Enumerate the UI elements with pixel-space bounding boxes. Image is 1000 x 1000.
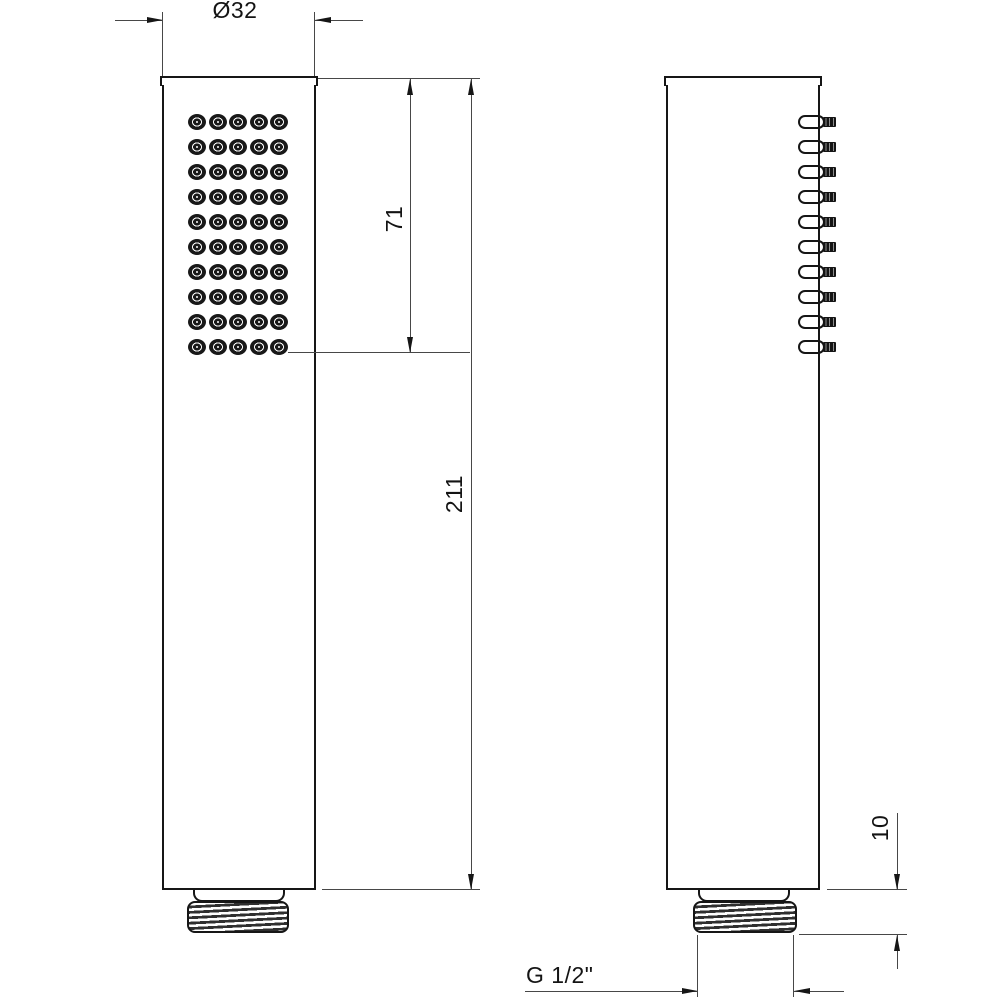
spray-nozzle-icon (229, 189, 247, 205)
spray-nozzle-icon (209, 339, 227, 355)
spray-nozzle-icon (270, 139, 288, 155)
nozzle-capsule (798, 215, 825, 229)
nozzle-capsule (798, 290, 825, 304)
side-nozzle (798, 215, 836, 229)
side-nozzle (798, 315, 836, 329)
spray-nozzle-icon (250, 289, 268, 305)
nozzle-capsule (798, 140, 825, 154)
arrowhead-icon (794, 988, 810, 994)
spray-nozzle-icon (229, 114, 247, 130)
spray-nozzle-icon (209, 189, 227, 205)
nozzle-capsule (798, 165, 825, 179)
spray-face-extension-bottom (288, 352, 470, 353)
spray-nozzle-icon (229, 314, 247, 330)
nozzle-tip-icon (823, 267, 836, 277)
spray-nozzle-icon (270, 314, 288, 330)
spray-face-label: 71 (381, 205, 407, 233)
arrowhead-icon (315, 17, 331, 23)
arrowhead-icon (894, 874, 900, 890)
side-nozzle (798, 190, 836, 204)
nozzle-tip-icon (823, 142, 836, 152)
side-nozzle-column (798, 115, 838, 355)
nozzle-tip-icon (823, 167, 836, 177)
nozzle-capsule (798, 340, 825, 354)
front-spray-grid (188, 114, 289, 355)
arrowhead-icon (468, 79, 474, 95)
spray-nozzle-icon (209, 264, 227, 280)
spray-nozzle-icon (209, 239, 227, 255)
arrowhead-icon (147, 17, 163, 23)
arrowhead-icon (407, 79, 413, 95)
side-nozzle (798, 290, 836, 304)
spray-nozzle-icon (250, 264, 268, 280)
spray-nozzle-icon (209, 289, 227, 305)
thread-spec-label: G 1/2" (526, 962, 594, 988)
spray-nozzle-icon (229, 214, 247, 230)
spray-nozzle-icon (209, 164, 227, 180)
diameter-extension-right (314, 12, 315, 76)
spray-nozzle-icon (229, 264, 247, 280)
spray-nozzle-icon (250, 239, 268, 255)
arrowhead-icon (407, 337, 413, 353)
spray-nozzle-icon (250, 139, 268, 155)
spray-nozzle-icon (188, 239, 206, 255)
nozzle-tip-icon (823, 342, 836, 352)
spray-face-dim-line (410, 79, 411, 353)
diameter-label: Ø32 (212, 0, 258, 23)
spray-nozzle-icon (188, 289, 206, 305)
spray-nozzle-icon (270, 189, 288, 205)
spray-nozzle-icon (270, 214, 288, 230)
nozzle-capsule (798, 315, 825, 329)
spray-nozzle-icon (229, 139, 247, 155)
spray-nozzle-icon (188, 189, 206, 205)
nozzle-tip-icon (823, 117, 836, 127)
spray-nozzle-icon (250, 189, 268, 205)
nozzle-tip-icon (823, 217, 836, 227)
spray-nozzle-icon (188, 139, 206, 155)
spray-nozzle-icon (250, 114, 268, 130)
front-outlet-thread (187, 901, 289, 933)
total-length-label: 211 (441, 474, 467, 514)
spray-nozzle-icon (270, 114, 288, 130)
arrowhead-icon (468, 874, 474, 890)
nozzle-tip-icon (823, 317, 836, 327)
spray-nozzle-icon (209, 214, 227, 230)
spray-nozzle-icon (188, 114, 206, 130)
side-nozzle (798, 265, 836, 279)
spray-nozzle-icon (229, 289, 247, 305)
side-body (666, 85, 820, 890)
spray-nozzle-icon (250, 214, 268, 230)
thread-spec-dim-line-left (525, 991, 698, 992)
arrowhead-icon (894, 935, 900, 951)
spray-nozzle-icon (270, 289, 288, 305)
spray-nozzle-icon (188, 339, 206, 355)
spray-nozzle-icon (188, 164, 206, 180)
thread-spec-extension-left (697, 935, 698, 997)
side-nozzle (798, 140, 836, 154)
thread-length-extension-bottom (799, 934, 907, 935)
total-length-extension-top (318, 78, 480, 79)
side-nozzle (798, 165, 836, 179)
spray-nozzle-icon (209, 139, 227, 155)
spray-nozzle-icon (250, 314, 268, 330)
thread-length-label: 10 (867, 814, 893, 842)
nozzle-tip-icon (823, 242, 836, 252)
nozzle-capsule (798, 265, 825, 279)
diameter-extension-left (162, 12, 163, 76)
spray-nozzle-icon (209, 114, 227, 130)
spray-nozzle-icon (270, 239, 288, 255)
total-length-dim-line (471, 79, 472, 890)
thread-spec-extension-right (793, 935, 794, 997)
nozzle-capsule (798, 240, 825, 254)
spray-nozzle-icon (188, 314, 206, 330)
side-nozzle (798, 340, 836, 354)
spray-nozzle-icon (270, 164, 288, 180)
spray-nozzle-icon (250, 164, 268, 180)
spray-nozzle-icon (270, 339, 288, 355)
total-length-extension-bottom (322, 889, 480, 890)
spray-nozzle-icon (250, 339, 268, 355)
spray-nozzle-icon (229, 339, 247, 355)
arrowhead-icon (682, 988, 698, 994)
spray-nozzle-icon (229, 239, 247, 255)
nozzle-capsule (798, 190, 825, 204)
spray-nozzle-icon (229, 164, 247, 180)
nozzle-tip-icon (823, 192, 836, 202)
spray-nozzle-icon (188, 214, 206, 230)
side-nozzle (798, 115, 836, 129)
nozzle-capsule (798, 115, 825, 129)
spray-nozzle-icon (270, 264, 288, 280)
side-nozzle (798, 240, 836, 254)
side-outlet-thread (693, 901, 797, 933)
nozzle-tip-icon (823, 292, 836, 302)
spray-nozzle-icon (188, 264, 206, 280)
spray-nozzle-icon (209, 314, 227, 330)
